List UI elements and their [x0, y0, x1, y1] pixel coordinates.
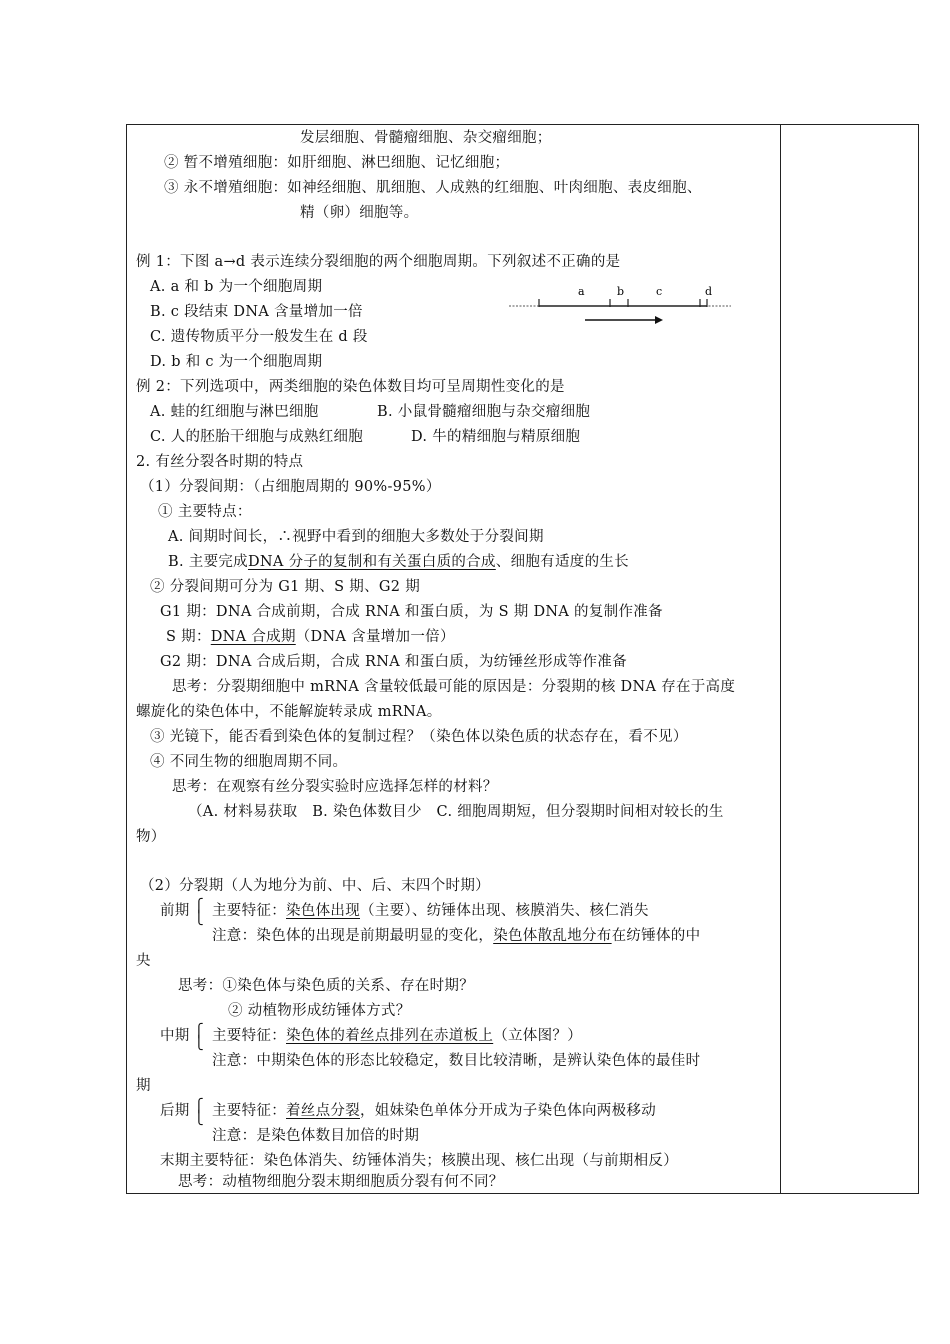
text-line [212, 1026, 582, 1046]
text-line: 精（卵）细胞等。 [300, 205, 419, 221]
text-line: ③ 光镜下，能否看到染色体的复制过程？（染色体以染色质的状态存在，看不见） [150, 729, 688, 745]
text-line: ② 分裂间期可分为 G1 期、S 期、G2 期 [150, 579, 420, 595]
text-line: 发层细胞、骨髓瘤细胞、杂交瘤细胞； [300, 130, 552, 146]
underlined-text: 染色体的着丝点排列在赤道板上 [286, 1028, 494, 1044]
example-2-question: 例 2：下列选项中，两类细胞的染色体数目均可呈周期性变化的是 [136, 379, 565, 395]
subsection-heading: （2）分裂期（人为地分为前、中、后、末四个时期） [140, 878, 490, 894]
text-run: 主要特征： [212, 1103, 286, 1119]
brace-icon: ⎧ ⎩ [194, 1099, 204, 1126]
example-1-option-d: D. b 和 c 为一个细胞周期 [150, 354, 323, 370]
cell-cycle-figure [505, 280, 735, 330]
example-1-question: 例 1：下图 a→d 表示连续分裂细胞的两个细胞周期。下列叙述不正确的是 [136, 254, 621, 270]
text-line: ① 主要特点： [158, 504, 252, 520]
text-line: ③ 永不增殖细胞：如神经细胞、肌细胞、人成熟的红细胞、叶肉细胞、表皮细胞、 [164, 180, 702, 196]
text-run: 注意：染色体的出现是前期最明显的变化， [212, 928, 494, 944]
text-run: S 期： [166, 629, 211, 645]
text-run: （主要）、纺锤体出现、核膜消失、核仁消失 [360, 903, 649, 919]
table-column-divider [780, 124, 781, 1194]
underlined-text: 染色体散乱地分布 [493, 928, 612, 944]
underlined-text: DNA 分子的复制和有关蛋白质的合成 [247, 554, 496, 570]
text-run: 、细胞有适度的生长 [495, 554, 629, 570]
text-run: B. 主要完成 [168, 554, 248, 570]
underlined-text: 染色体出现 [286, 903, 360, 919]
example-1-option-b: B. c 段结束 DNA 含量增加一倍 [150, 304, 363, 320]
text-line: 思考：在观察有丝分裂实验时应选择怎样的材料？ [172, 779, 498, 795]
text-line: ② 动植物形成纺锤体方式？ [228, 1003, 411, 1019]
underlined-text: 着丝点分裂 [286, 1103, 360, 1119]
example-1-option-c: C. 遗传物质平分一般发生在 d 段 [150, 329, 368, 345]
example-2-option-b: B. 小鼠骨髓瘤细胞与杂交瘤细胞 [377, 404, 591, 420]
text-line: 注意：中期染色体的形态比较稳定，数目比较清晰，是辨认染色体的最佳时 [212, 1053, 701, 1069]
underlined-text: DNA 合成期 [210, 629, 296, 645]
example-2-option-c: C. 人的胚胎干细胞与成熟红细胞 [150, 429, 364, 445]
text-line [212, 1101, 656, 1121]
text-line: 末期主要特征：染色体消失、纺锤体消失；核膜出现、核仁出现（与前期相反） [160, 1153, 678, 1169]
text-run: （立体图？） [493, 1028, 583, 1044]
text-line: 期 [136, 1078, 151, 1094]
text-line: 思考：分裂期细胞中 mRNA 含量较低最可能的原因是：分裂期的核 DNA 存在于高度 [172, 679, 736, 695]
example-1-option-a: A. a 和 b 为一个细胞周期 [150, 279, 323, 295]
example-2-option-a: A. 蛙的红细胞与淋巴细胞 [150, 404, 319, 420]
text-line [212, 926, 700, 946]
text-line [166, 627, 455, 647]
brace-icon: ⎧ ⎩ [194, 1024, 204, 1051]
text-line [212, 901, 649, 921]
text-run: （DNA 含量增加一倍） [295, 629, 455, 645]
text-line: G1 期：DNA 合成前期，合成 RNA 和蛋白质，为 S 期 DNA 的复制作准备 [160, 604, 663, 620]
example-2-option-d: D. 牛的精细胞与精原细胞 [411, 429, 581, 445]
text-run: 主要特征： [212, 1028, 286, 1044]
text-run: 主要特征： [212, 903, 286, 919]
phase-label: 中期 [160, 1028, 190, 1044]
figure-label-c: c [656, 285, 663, 298]
subsection-heading: （1）分裂间期：（占细胞周期的 90%-95%） [140, 479, 441, 495]
text-line: 物） [136, 829, 166, 845]
section-heading: 2. 有丝分裂各时期的特点 [136, 454, 304, 470]
text-run: 在纺锤体的中 [611, 928, 701, 944]
text-line: 思考：①染色体与染色质的关系、存在时期？ [178, 978, 474, 994]
brace-icon: ⎧ ⎩ [194, 899, 204, 926]
text-line: G2 期：DNA 合成后期，合成 RNA 和蛋白质，为纺锤丝形成等作准备 [160, 654, 627, 670]
figure-label-a: a [578, 285, 585, 298]
text-line: 思考：动植物细胞分裂末期细胞质分裂有何不同？ [178, 1174, 504, 1190]
text-line: ④ 不同生物的细胞周期不同。 [150, 754, 348, 770]
text-run: ，姐妹染色单体分开成为子染色体向两极移动 [360, 1103, 656, 1119]
phase-label: 前期 [160, 903, 190, 919]
text-line: 螺旋化的染色体中，不能解旋转录成 mRNA。 [136, 704, 442, 720]
text-line: A. 间期时间长，∴视野中看到的细胞大多数处于分裂间期 [168, 529, 544, 545]
text-line: （A. 材料易获取 B. 染色体数目少 C. 细胞周期短，但分裂期时间相对较长的生 [188, 804, 724, 820]
text-line: 央 [136, 953, 151, 969]
phase-label: 后期 [160, 1103, 190, 1119]
text-line: 注意：是染色体数目加倍的时期 [212, 1128, 420, 1144]
figure-label-d: d [705, 285, 713, 298]
text-line: ② 暂不增殖细胞：如肝细胞、淋巴细胞、记忆细胞； [164, 155, 510, 171]
figure-label-b: b [617, 285, 625, 298]
text-line [168, 552, 629, 572]
